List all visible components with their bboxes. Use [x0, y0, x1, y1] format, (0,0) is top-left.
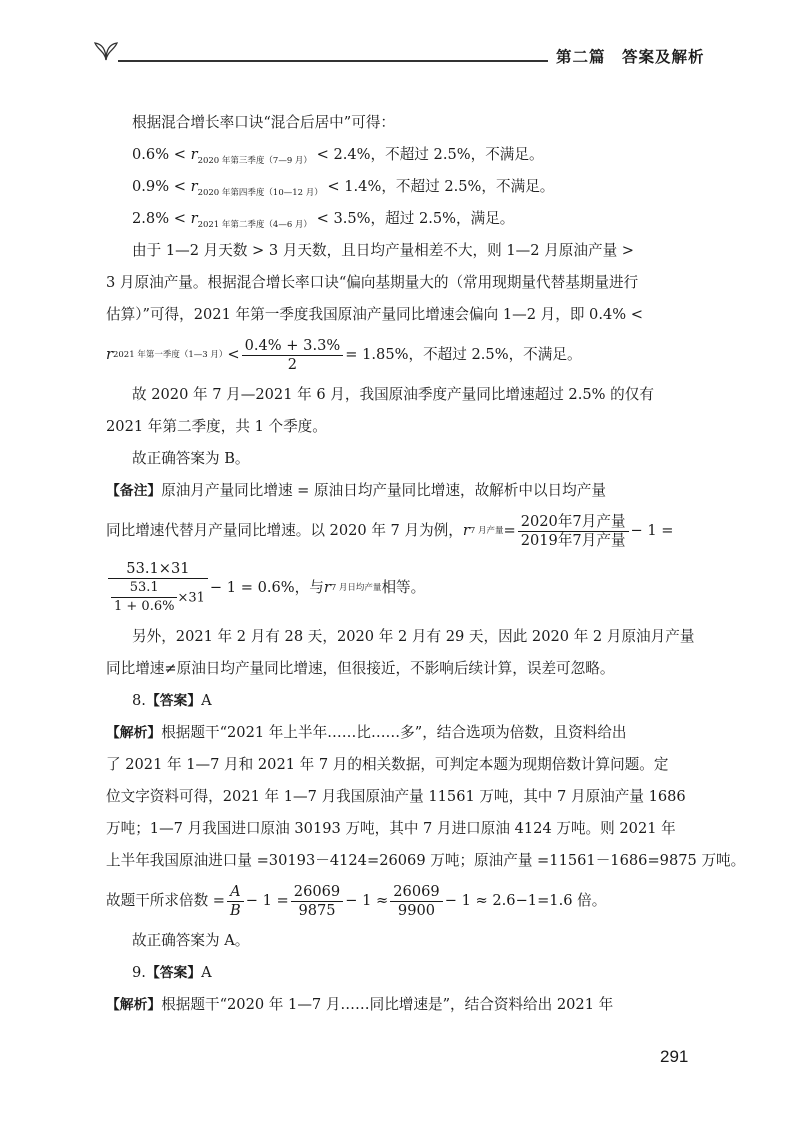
text-line: 3 月原油产量。根据混合增长率口诀“偏向基期量大的（常用现期量代替基期量进行	[106, 274, 639, 291]
fraction: $\frac{0.4\% + 3.3\%}{2}$	[242, 337, 344, 374]
formula-line: 故题干所求倍数 = $\frac{A}{B}$ − 1 = $\frac{26069}{9875}$ − 1 ≈ $\frac{26069}{9900}$ − 1 ≈ 2.6−1=1.6 倍。	[106, 882, 607, 919]
text-line: 位文字资料可得，2021 年 1—7 月我国原油产量 11561 万吨，其中 7 月原油产量 1686	[106, 788, 686, 805]
text-line: 根据混合增长率口诀“混合后居中”可得：	[132, 114, 396, 131]
text-line: 故正确答案为 B。	[132, 450, 250, 467]
text-line: 由于 1—2 月天数 > 3 月天数，且日均产量相差不大，则 1—2 月原油产量 >	[132, 242, 635, 259]
text-line: 【备注】原油月产量同比增速 = 原油日均产量同比增速，故解析中以日均产量	[106, 482, 606, 499]
fraction: $\frac{A}{B}$	[227, 883, 244, 920]
compound-fraction: 53.1×31 $\frac{53.1}{1 + 0.6\%}$ ×31	[108, 560, 208, 616]
fraction: $\frac{26069}{9900}$	[390, 883, 442, 920]
formula-line: r 2021 年第一季度（1—3 月） < $\frac{0.4\% + 3.3\%}{2}$ = 1.85%，不超过 2.5%，不满足。	[106, 336, 582, 373]
answer-line: 9.【答案】A	[132, 964, 212, 981]
formula-line: 53.1×31 $\frac{53.1}{1 + 0.6\%}$ ×31 − 1 = 0.6%，与 r 7 月日均产量 相等。	[106, 555, 694, 621]
fraction: $\frac{\text{2020年7月产量}}{\text{2019年7月产量}}$	[518, 513, 629, 550]
text-line: 了 2021 年 1—7 月和 2021 年 7 月的相关数据，可判定本题为现期倍数计算问题。定	[106, 756, 669, 773]
formula-line: 同比增速代替月产量同比增速。以 2020 年 7 月为例， r 7 月产量 = $\frac{\text{2020年7月产量}}{\text{2019年7月产量}}$ − 1 =	[106, 512, 674, 549]
text-line: $2.8\% < r_{2021 年第二季度(4—6 月)} < 3.5\%$，超过 2.5%，满足。	[132, 210, 515, 230]
header-section-title: 第二篇 答案及解析	[556, 48, 705, 66]
leaf-icon	[92, 38, 120, 62]
fraction: $\frac{26069}{9875}$	[291, 883, 343, 920]
text-line: $0.6\% < r_{2020 年第三季度(7—9 月)} < 2.4\%$，不超过 2.5%，不满足。	[132, 146, 544, 166]
text-line: 同比增速≠原油日均产量同比增速，但很接近，不影响后续计算，误差可忽略。	[106, 660, 615, 677]
text-line: 【解析】根据题干“2021 年上半年……比……多”，结合选项为倍数，且资料给出	[106, 724, 627, 741]
page-body	[106, 107, 746, 1021]
text-line: 【解析】根据题干“2020 年 1—7 月……同比增速是”，结合资料给出 2021 年	[106, 996, 614, 1013]
text-line: $0.9\% < r_{2020 年第四季度(10—12 月)} < 1.4\%$，不超过 2.5%，不满足。	[132, 178, 555, 198]
text-line: 上半年我国原油进口量 =30193－4124=26069 万吨；原油产量 =11561－1686=9875 万吨。	[106, 852, 746, 869]
page-number: 291	[660, 1047, 689, 1066]
text-line: 另外，2021 年 2 月有 28 天，2020 年 2 月有 29 天，因此 2020 年 2 月原油月产量	[132, 628, 695, 645]
text-line: 故正确答案为 A。	[132, 932, 250, 949]
header-rule	[118, 60, 548, 62]
text-line: 估算）”可得，2021 年第一季度我国原油产量同比增速会偏向 1—2 月，即 0.4% <	[106, 306, 643, 323]
text-line: 万吨；1—7 月我国进口原油 30193 万吨，其中 7 月进口原油 4124 万吨。则 2021 年	[106, 820, 676, 837]
answer-line: 8.【答案】A	[132, 692, 212, 709]
text-line: 故 2020 年 7 月—2021 年 6 月，我国原油季度产量同比增速超过 2.5% 的仅有	[132, 386, 654, 403]
text-line: 2021 年第二季度，共 1 个季度。	[106, 418, 327, 435]
